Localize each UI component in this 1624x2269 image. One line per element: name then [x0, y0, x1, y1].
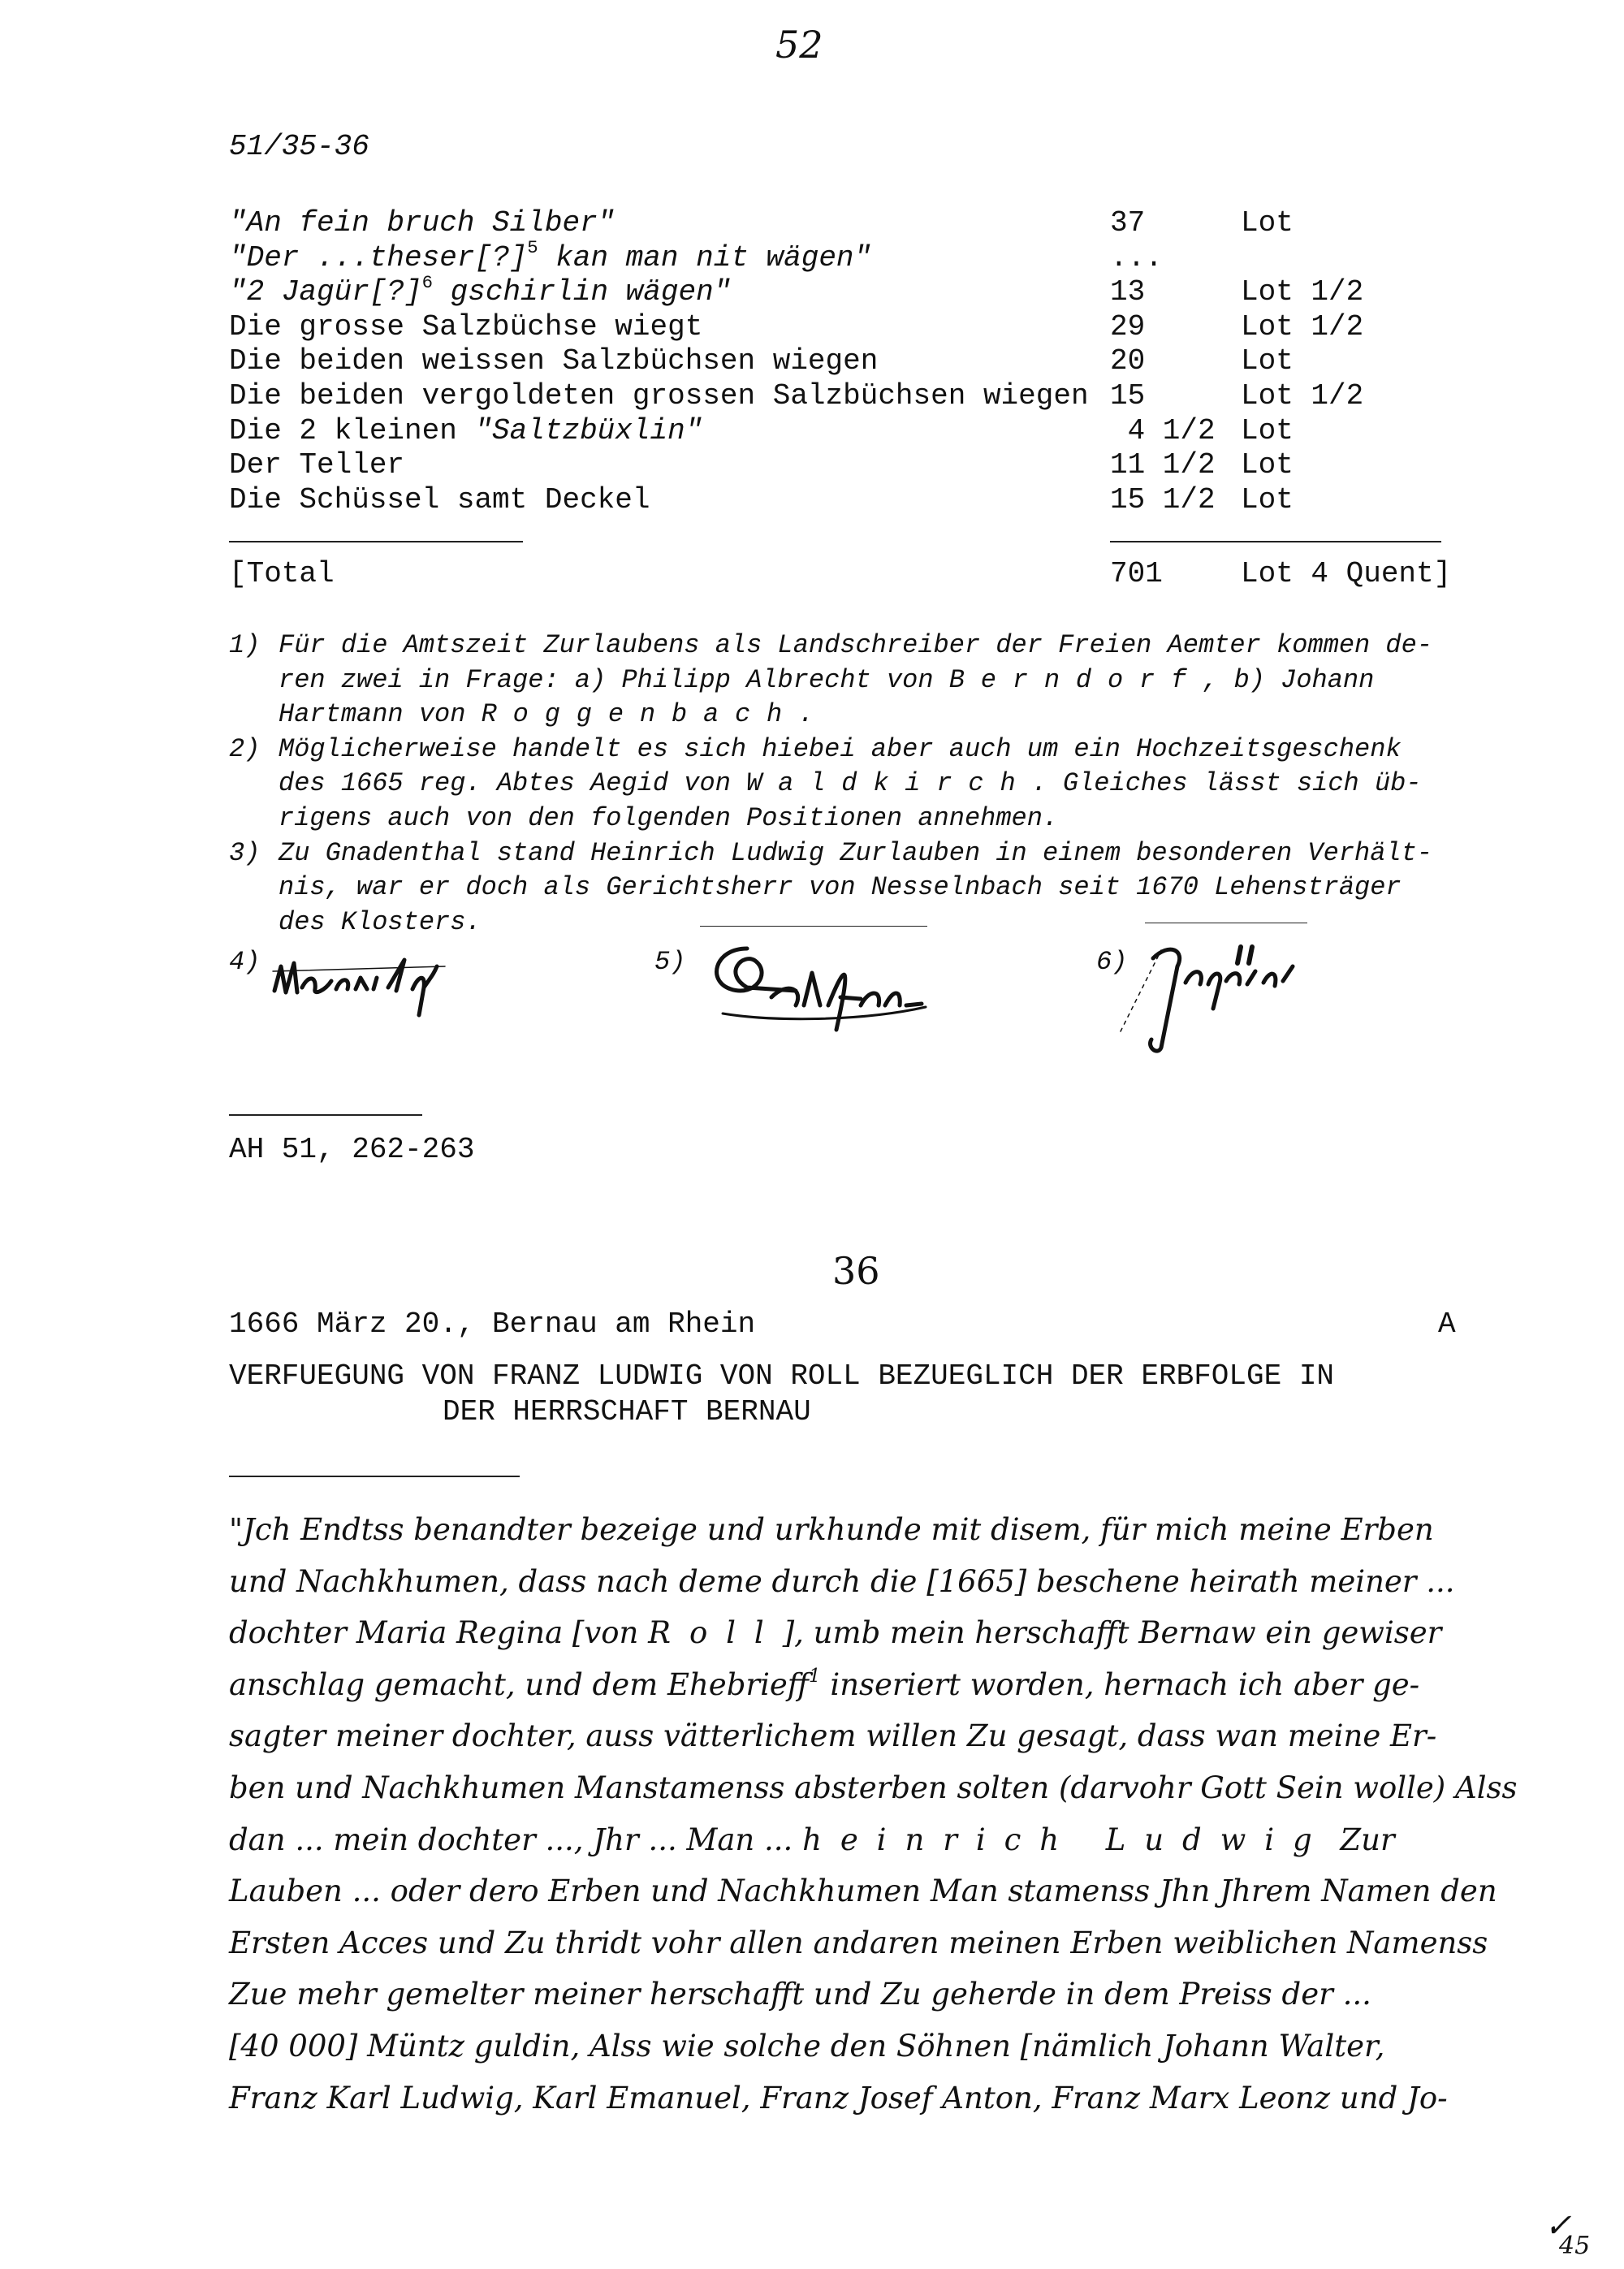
body-line: [229, 2081, 1448, 2116]
text-segment: rigens auch von den folgenden Positionen annehmen.: [279, 803, 1059, 833]
weight-item-unit: Lot: [1241, 448, 1294, 482]
weight-item-value: 15 1/2: [1110, 482, 1216, 516]
text-segment: "Der ...theser[?]: [229, 240, 528, 274]
spaced-name: Waldkirch: [746, 768, 1032, 799]
body-line: [229, 1667, 1419, 1702]
total-divider-left: [229, 541, 523, 542]
text-segment: Die 2 kleinen: [229, 413, 475, 447]
text-segment: "2 Jagür[?]: [229, 275, 422, 309]
footnote-marker: 6: [421, 271, 434, 293]
text-segment: Möglicherweise handelt es sich hiebei aber auch um ein Hochzeitsgeschenk: [279, 733, 1402, 764]
signature-number-6: 6): [1096, 947, 1128, 977]
body-line: [229, 1615, 1441, 1650]
text-segment: , b) Johann: [1203, 664, 1375, 695]
body-line: [229, 1925, 1488, 1960]
signature-image-4: [266, 942, 477, 1023]
text-segment: "Saltzbüxlin": [474, 413, 703, 447]
weight-item-value: 4 1/2: [1110, 413, 1216, 447]
weight-item-label: [229, 379, 1089, 413]
text-segment: Die beiden vergoldeten grossen Salzbüchsen wiegen: [229, 379, 1089, 413]
weight-item-unit: Lot 1/2: [1241, 275, 1364, 309]
footnote-line: [279, 905, 482, 940]
text-segment: gschirlin wägen": [433, 275, 732, 309]
document-date-place: 1666 März 20., Bernau am Rhein: [229, 1307, 756, 1341]
text-segment: Zue mehr gemelter meiner herschafft und Zu geherde in dem Preiss der ...: [229, 1977, 1371, 2012]
text-segment: anschlag gemacht, und dem Ehebrieff: [229, 1666, 810, 1702]
footnote-line: [279, 698, 814, 732]
footnote-line: [279, 663, 1374, 698]
document-title-line-2: DER HERRSCHAFT BERNAU: [443, 1395, 811, 1428]
text-segment: Der Teller: [229, 448, 405, 482]
signature-image-6: [1104, 934, 1307, 1056]
body-line: [229, 1770, 1518, 1805]
weight-item-value: 13: [1110, 275, 1146, 309]
source-reference: AH 51, 262-263: [229, 1133, 475, 1166]
weight-item-label: [229, 206, 615, 240]
document-number: 36: [832, 1249, 880, 1293]
text-segment: Zu Gnadenthal stand Heinrich Ludwig Zurlauben in einem besonderen Verhält-: [279, 837, 1433, 868]
document-type-letter: A: [1438, 1307, 1456, 1341]
weight-item-label: [229, 237, 872, 275]
text-segment: . Gleiches lässt sich üb-: [1031, 768, 1422, 799]
text-segment: [40 000] Müntz guldin, Alss wie solche den Söhnen [nämlich Johann Walter,: [229, 2029, 1385, 2064]
text-segment: ren zwei in Frage: a) Philipp Albrecht von: [279, 664, 949, 695]
weight-item-unit: Lot: [1241, 206, 1294, 240]
page-number-top: 52: [775, 23, 823, 67]
weight-item-unit: Lot: [1241, 413, 1294, 447]
source-divider: [229, 1114, 422, 1116]
weight-item-label: [229, 271, 732, 309]
footnote-line: [279, 767, 1422, 801]
text-segment: dochter Maria Regina [von: [229, 1615, 649, 1651]
footnote-line: [279, 629, 1432, 663]
text-segment: inseriert worden, hernach ich aber ge-: [820, 1666, 1420, 1702]
weight-item-value: 29: [1110, 309, 1146, 344]
footnote-line: [279, 871, 1402, 905]
weight-item-value: ...: [1110, 240, 1163, 274]
body-line: [229, 1874, 1497, 1908]
text-segment: Lauben ... oder dero Erben und Nachkhumen Man stamenss Jhn Jhrem Namen den: [229, 1874, 1497, 1909]
body-line: [229, 1512, 1434, 1547]
footnote-line: [279, 802, 1058, 836]
weight-item-value: 11 1/2: [1110, 448, 1216, 482]
footnote-marker: 5: [527, 237, 538, 259]
weight-item-value: 20: [1110, 344, 1146, 378]
weight-item-unit: Lot: [1241, 344, 1294, 378]
text-segment: des Klosters.: [279, 906, 482, 937]
archive-reference: 51/35-36: [229, 130, 369, 163]
total-unit: Lot 4 Quent]: [1241, 557, 1452, 590]
weight-item-unit: Lot: [1241, 482, 1294, 516]
total-label: [Total: [229, 557, 335, 590]
total-divider-right: [1110, 541, 1441, 542]
weight-item-label: [229, 448, 404, 482]
footnote-number: 3): [229, 837, 261, 868]
text-segment: kan man nit wägen": [538, 240, 872, 274]
signature-rule-5: [700, 926, 927, 927]
check-mark: ✓: [1544, 2207, 1572, 2245]
body-line: [229, 1822, 1395, 1857]
footnote-line: [279, 733, 1402, 767]
text-segment: Hartmann von: [279, 699, 482, 730]
footnote-line: [279, 836, 1432, 871]
page-number-bottom: 45: [1559, 2232, 1591, 2260]
body-line: [229, 1718, 1436, 1753]
weight-item-value: 15: [1110, 379, 1146, 413]
body-line: [229, 1564, 1455, 1599]
text-segment: ], umb mein herschafft Bernaw ein gewiser: [782, 1615, 1442, 1651]
weight-item-unit: Lot 1/2: [1241, 309, 1364, 344]
document-title-line-1: VERFUEGUNG VON FRANZ LUDWIG VON ROLL BEZUEGLICH DER ERBFOLGE IN: [229, 1359, 1335, 1393]
body-divider: [229, 1476, 520, 1477]
weight-item-label: [229, 414, 702, 448]
total-value: 701: [1110, 557, 1163, 590]
weight-item-label: [229, 344, 878, 378]
text-segment: Franz Karl Ludwig, Karl Emanuel, Franz Josef Anton, Franz Marx Leonz und Jo-: [229, 2080, 1448, 2116]
text-segment: Für die Amtszeit Zurlaubens als Landschreiber der Freien Aemter kommen de-: [279, 630, 1433, 660]
footnote-marker: 1: [809, 1666, 821, 1688]
spaced-name: Berndorf: [948, 664, 1203, 695]
signature-image-5: [698, 940, 942, 1046]
text-segment: .: [798, 699, 814, 730]
text-segment: "Jch Endtss benandter bezeige und urkhunde mit disem, für mich meine Erben: [229, 1512, 1434, 1547]
weight-item-label: [229, 310, 702, 344]
text-segment: dan ... mein dochter ..., Jhr ... Man ...: [229, 1822, 803, 1857]
text-segment: nis, war er doch als Gerichtsherr von Nesselnbach seit 1670 Lehensträger: [279, 872, 1402, 903]
footnote-number: 1): [229, 630, 261, 660]
text-segment: "An fein bruch Silber": [229, 206, 615, 240]
text-segment: ben und Nachkhumen Manstamenss absterben solten (darvohr Gott Sein wolle) Alss: [229, 1770, 1518, 1805]
spaced-name: heinrich Ludwig: [802, 1822, 1331, 1857]
weight-item-label: [229, 483, 650, 517]
text-segment: Die grosse Salzbüchse wiegt: [229, 309, 703, 344]
text-segment: und Nachkhumen, dass nach deme durch die [1665] beschene heirath meiner ...: [229, 1563, 1455, 1599]
weight-item-value: 37: [1110, 206, 1146, 240]
text-segment: Die Schüssel samt Deckel: [229, 482, 650, 516]
text-segment: des 1665 reg. Abtes Aegid von: [279, 768, 747, 799]
signature-number-5: 5): [654, 947, 686, 977]
text-segment: Zur: [1330, 1822, 1395, 1857]
footnote-number: 2): [229, 733, 261, 764]
signature-number-4: 4): [229, 947, 261, 977]
spaced-name: Roggenbach: [481, 699, 799, 730]
text-segment: Die beiden weissen Salzbüchsen wiegen: [229, 344, 879, 378]
text-segment: Ersten Acces und Zu thridt vohr allen andaren meinen Erben weiblichen Namenss: [229, 1925, 1488, 1960]
body-line: [229, 2029, 1384, 2064]
spaced-name: Roll: [648, 1615, 783, 1651]
body-line: [229, 1977, 1371, 2012]
weight-item-unit: Lot 1/2: [1241, 379, 1364, 413]
text-segment: sagter meiner dochter, auss vätterlichem willen Zu gesagt, dass wan meine Er-: [229, 1718, 1437, 1754]
